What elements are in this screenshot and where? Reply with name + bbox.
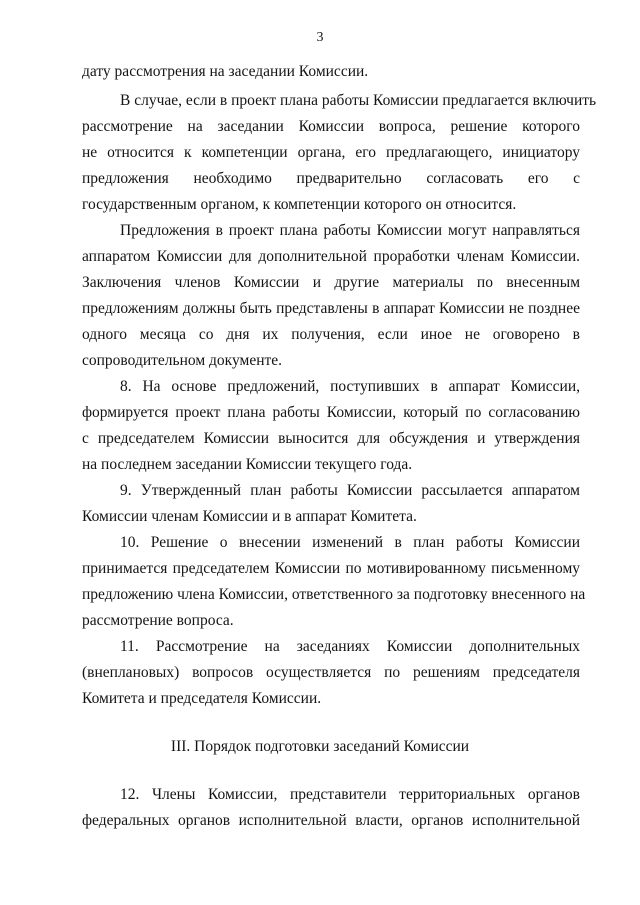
text-line: дату рассмотрения на заседании Комиссии. bbox=[82, 63, 369, 80]
text-line: с председателем Комиссии выносится для обсуждения и утверждения bbox=[82, 430, 580, 447]
text-line: аппаратом Комиссии для дополнительной проработки членам Комиссии. bbox=[82, 248, 580, 265]
text-line: 8. На основе предложений, поступивших в аппарат Комиссии, bbox=[120, 378, 580, 395]
text-line: 10. Решение о внесении изменений в план работы Комиссии bbox=[120, 534, 580, 551]
text-line: на последнем заседании Комиссии текущего года. bbox=[82, 456, 413, 473]
text-line: федеральных органов исполнительной власти, органов исполнительной bbox=[82, 812, 580, 829]
text-line: Заключения членов Комиссии и другие материалы по внесенным bbox=[82, 274, 580, 291]
text-line: рассмотрение на заседании Комиссии вопроса, решение которого bbox=[82, 118, 580, 135]
text-line: Комитета и председателя Комиссии. bbox=[82, 690, 322, 707]
text-line: рассмотрение вопроса. bbox=[82, 612, 234, 629]
section-heading: III. Порядок подготовки заседаний Комиссии bbox=[170, 738, 470, 755]
text-line: принимается председателем Комиссии по мотивированному письменному bbox=[82, 560, 580, 577]
text-line: государственным органом, к компетенции которого он относится. bbox=[82, 196, 517, 213]
text-line: предложению члена Комиссии, ответственного за подготовку внесенного на bbox=[82, 586, 586, 603]
text-line: 9. Утвержденный план работы Комиссии рассылается аппаратом bbox=[120, 482, 580, 499]
text-line: Комиссии членам Комиссии и в аппарат Комитета. bbox=[82, 508, 417, 525]
text-line: предложения необходимо предварительно согласовать его с bbox=[82, 170, 580, 187]
text-line: формируется проект плана работы Комиссии, который по согласованию bbox=[82, 404, 580, 421]
text-line: В случае, если в проект плана работы Комиссии предлагается включить bbox=[120, 92, 597, 109]
text-line: 12. Члены Комиссии, представители территориальных органов bbox=[120, 786, 580, 803]
text-line: Предложения в проект плана работы Комиссии могут направляться bbox=[120, 222, 580, 239]
text-line: сопроводительном документе. bbox=[82, 352, 283, 369]
text-line: не относится к компетенции органа, его предлагающего, инициатору bbox=[82, 144, 580, 161]
page-number: 3 bbox=[316, 30, 324, 45]
text-line: 11. Рассмотрение на заседаниях Комиссии дополнительных bbox=[120, 638, 580, 655]
text-line: предложениям должны быть представлены в аппарат Комиссии не позднее bbox=[82, 300, 580, 317]
text-line: (внеплановых) вопросов осуществляется по решениям председателя bbox=[82, 664, 580, 681]
text-line: одного месяца со дня их получения, если иное не оговорено в bbox=[82, 326, 580, 343]
